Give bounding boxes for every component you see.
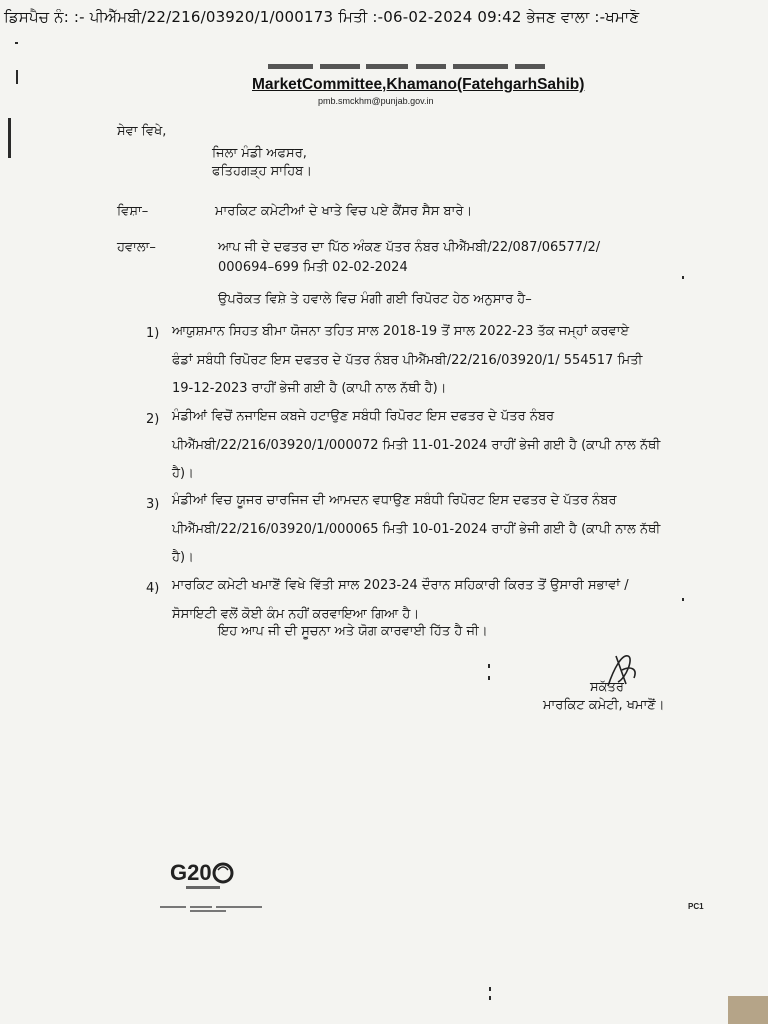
g20-lotus-icon	[212, 862, 234, 884]
item-line: ਸੋਸਾਇਟੀ ਵਲੋਂ ਕੋਈ ਕੰਮ ਨਹੀਂ ਕਰਵਾਇਆ ਗਿਆ ਹੈ।	[172, 606, 420, 622]
edge-mark	[15, 42, 18, 44]
recipient-line-1: ਜਿਲਾ ਮੰਡੀ ਅਫਸਰ,	[212, 146, 307, 161]
g20-logo: G20	[170, 860, 212, 885]
salutation: ਸੇਵਾ ਵਿਖੇ,	[117, 124, 167, 139]
item-number: 2)	[146, 412, 160, 427]
item-line: ਮੰਡੀਆਂ ਵਿਚੋਂ ਨਜਾਇਜ ਕਬਜੇ ਹਟਾਉਣ ਸਬੰਧੀ ਰਿਪੋਰਟ ਇਸ ਦਫਤਰ ਦੇ ਪੱਤਰ ਨੰਬਰ	[172, 409, 555, 424]
subject-label: ਵਿਸ਼ਾ–	[117, 204, 149, 219]
g20-tagline-mark	[174, 884, 234, 892]
list-item	[172, 403, 660, 489]
item-number: 3)	[146, 497, 160, 512]
signatory-title: ਸਕੱਤਰ	[590, 680, 624, 695]
recipient-line-2: ਫਤਿਹਗੜ੍ਹ ਸਾਹਿਬ।	[212, 164, 313, 179]
scan-speck	[488, 676, 490, 680]
scan-speck	[682, 598, 684, 601]
reference-label: ਹਵਾਲਾ–	[117, 240, 156, 255]
item-number: 4)	[146, 581, 160, 596]
item-line: ਪੀਐੱਮਬੀ/22/216/03920/1/000072 ਮਿਤੀ 11-01-2024 ਰਾਹੀਂ ਭੇਜੀ ਗਈ ਹੈ (ਕਾਪੀ ਨਾਲ ਨੱਥੀ	[172, 437, 661, 453]
item-line: ਹੈ)।	[172, 466, 194, 481]
office-email: pmb.smckhm@punjab.gov.in	[318, 96, 434, 106]
reference-line-1: ਆਪ ਜੀ ਦੇ ਦਫਤਰ ਦਾ ਪਿੱਠ ਅੰਕਣ ਪੱਤਰ ਨੰਬਰ ਪੀਐੱਮਬੀ/22/087/06577/2/	[218, 240, 601, 255]
scan-speck	[488, 664, 490, 668]
signatory-org: ਮਾਰਕਿਟ ਕਮੇਟੀ, ਖਮਾਣੋਂ।	[543, 698, 665, 713]
page-code: PC1	[688, 902, 704, 911]
list-item	[172, 487, 660, 573]
item-line: ਫੰਡਾਂ ਸਬੰਧੀ ਰਿਪੋਰਟ ਇਸ ਦਫਤਰ ਦੇ ਪੱਤਰ ਨੰਬਰ ਪੀਐੱਮਬੀ/22/216/03920/1/ 554517 ਮਿਤੀ	[172, 352, 643, 368]
letterhead-cut-line	[268, 60, 558, 74]
body-intro: ਉਪਰੋਕਤ ਵਿਸ਼ੇ ਤੇ ਹਵਾਲੇ ਵਿਚ ਮੰਗੀ ਗਈ ਰਿਪੋਰਟ ਹੇਠ ਅਨੁਸਾਰ ਹੈ–	[218, 292, 532, 307]
item-line: ਪੀਐੱਮਬੀ/22/216/03920/1/000065 ਮਿਤੀ 10-01-2024 ਰਾਹੀਂ ਭੇਜੀ ਗਈ ਹੈ (ਕਾਪੀ ਨਾਲ ਨੱਥੀ	[172, 521, 661, 537]
item-number: 1)	[146, 326, 160, 341]
edge-mark	[8, 118, 11, 158]
list-item	[172, 318, 642, 404]
item-line: ਹੈ)।	[172, 550, 194, 565]
scan-speck	[489, 996, 491, 1000]
item-line: ਮਾਰਕਿਟ ਕਮੇਟੀ ਖਮਾਣੋਂ ਵਿਖੇ ਵਿੱਤੀ ਸਾਲ 2023-24 ਦੌਰਾਨ ਸਹਿਕਾਰੀ ਕਿਰਤ ਤੋਂ ਉਸਾਰੀ ਸਭਾਵਾਂ /	[172, 578, 629, 593]
subject-text: ਮਾਰਕਿਟ ਕਮੇਟੀਆਂ ਦੇ ਖਾਤੇ ਵਿਚ ਪਏ ਕੈਂਸਰ ਸੈਸ ਬਾਰੇ।	[215, 204, 473, 219]
reference-line-2: 000694–699 ਮਿਤੀ 02-02-2024	[218, 260, 408, 275]
item-line: ਮੰਡੀਆਂ ਵਿਚ ਯੂਜਰ ਚਾਰਜਿਜ ਦੀ ਆਮਦਨ ਵਧਾਉਣ ਸਬੰਧੀ ਰਿਪੋਰਟ ਇਸ ਦਫਤਰ ਦੇ ਪੱਤਰ ਨੰਬਰ	[172, 493, 617, 508]
edge-mark	[16, 70, 18, 84]
item-line: ਆਯੁਸ਼ਮਾਨ ਸਿਹਤ ਬੀਮਾ ਯੋਜਨਾ ਤਹਿਤ ਸਾਲ 2018-19 ਤੋਂ ਸਾਲ 2022-23 ਤੱਕ ਜਮ੍ਹਾਂ ਕਰਵਾਏ	[172, 324, 630, 339]
dispatch-line: ਡਿਸਪੈਚ ਨੰ: :- ਪੀਐੱਮਬੀ/22/216/03920/1/000173 ਮਿਤੀ :-06-02-2024 09:42 ਭੇਜਣ ਵਾਲਾ :-ਖਮਾਣੋ	[4, 8, 640, 26]
closing-line: ਇਹ ਆਪ ਜੀ ਦੀ ਸੂਚਨਾ ਅਤੇ ਯੋਗ ਕਾਰਵਾਈ ਹਿੱਤ ਹੈ ਜੀ।	[218, 624, 488, 639]
list-item	[172, 572, 629, 629]
scan-speck	[489, 987, 491, 991]
item-line: 19-12-2023 ਰਾਹੀਂ ਭੇਜੀ ਗਈ ਹੈ (ਕਾਪੀ ਨਾਲ ਨੱਥੀ ਹੈ)।	[172, 381, 447, 396]
office-name: MarketCommittee,Khamano(FatehgarhSahib)	[252, 76, 585, 93]
scan-corner	[728, 996, 768, 1024]
scan-speck	[682, 276, 684, 279]
g20-footer-mark	[160, 904, 264, 914]
